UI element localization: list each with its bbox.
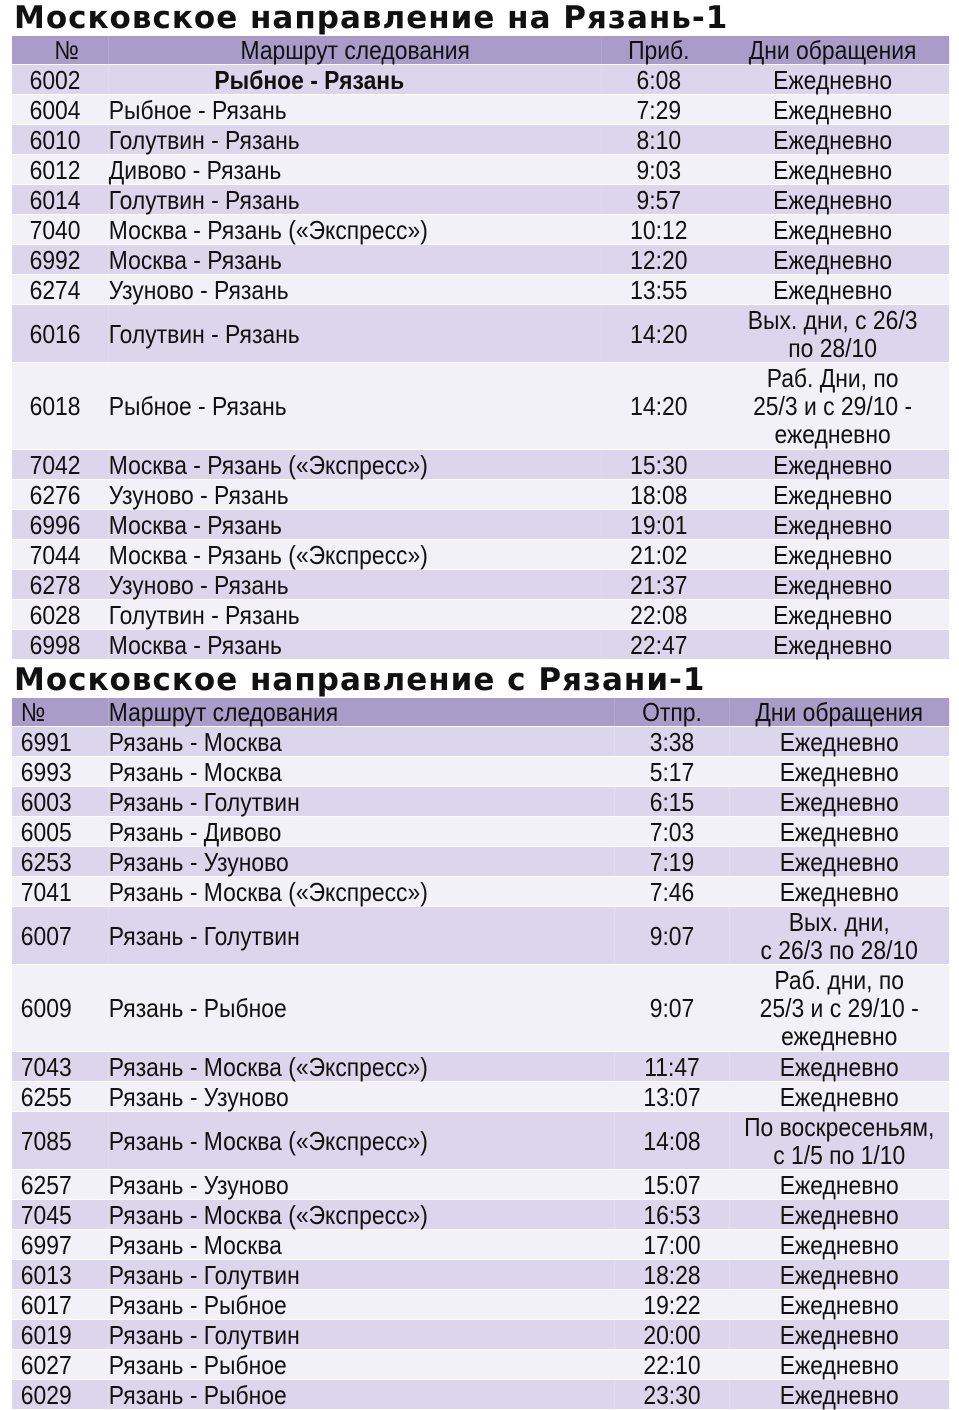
time: 19:22 — [615, 1290, 729, 1320]
time: 19:01 — [602, 510, 716, 540]
train-number: 6998 — [12, 630, 109, 660]
route: Рязань - Рыбное — [109, 1350, 615, 1380]
time: 16:53 — [615, 1200, 729, 1230]
days-of-operation — [729, 1350, 949, 1380]
days-line: с 1/5 по 1/10 — [773, 1139, 906, 1170]
days-line: Ежедневно — [779, 1319, 899, 1350]
train-number: 6013 — [12, 1260, 109, 1290]
days-line: Ежедневно — [779, 726, 899, 757]
days-of-operation — [729, 1320, 949, 1350]
days-line: Ежедневно — [779, 1169, 899, 1200]
days-line: ежедневно — [781, 1021, 898, 1051]
route: Рязань - Рыбное — [109, 1290, 615, 1320]
time: 14:08 — [615, 1112, 729, 1170]
train-number: 6996 — [12, 510, 109, 540]
days-of-operation — [729, 1380, 949, 1410]
route: Рязань - Рыбное — [109, 1380, 615, 1410]
time: 15:07 — [615, 1170, 729, 1200]
table-row — [12, 630, 949, 660]
table-row — [12, 363, 949, 450]
days-line: Раб. Дни, по — [766, 363, 899, 393]
days-line: Ежедневно — [773, 154, 893, 185]
table-row — [12, 1112, 949, 1170]
days-of-operation — [729, 907, 949, 965]
route: Рязань - Узуново — [109, 847, 615, 877]
days-of-operation — [716, 65, 949, 95]
days-line: По воскресеньям, — [744, 1111, 935, 1142]
days-line: Ежедневно — [773, 509, 893, 540]
train-number: 6997 — [12, 1230, 109, 1260]
table-row — [12, 245, 949, 275]
days-line: Ежедневно — [773, 94, 893, 125]
route: Рязань - Москва — [109, 757, 615, 787]
section-title-to-ryazan: Московское направление на Рязань-1 — [14, 0, 729, 36]
train-number: 6005 — [12, 817, 109, 847]
time: 7:29 — [602, 95, 716, 125]
table-row — [12, 1082, 949, 1112]
route: Рязань - Узуново — [109, 1082, 615, 1112]
train-number: 7085 — [12, 1112, 109, 1170]
route: Рязань - Москва — [109, 727, 615, 757]
train-number: 6016 — [12, 305, 109, 363]
time: 7:19 — [615, 847, 729, 877]
days-line: Ежедневно — [779, 1229, 899, 1260]
table-row — [12, 600, 949, 630]
train-number: 7044 — [12, 540, 109, 570]
route: Рязань - Москва («Экспресс») — [109, 877, 615, 907]
train-number: 6278 — [12, 570, 109, 600]
time: 6:15 — [615, 787, 729, 817]
days-of-operation — [716, 600, 949, 630]
days-line: Ежедневно — [773, 539, 893, 570]
days-of-operation — [716, 630, 949, 660]
days-line: с 26/3 по 28/10 — [760, 934, 918, 965]
table-row — [12, 907, 949, 965]
days-line: Ежедневно — [779, 786, 899, 817]
schedule-table-from-ryazan — [12, 698, 949, 1410]
train-number: 6276 — [12, 480, 109, 510]
train-number: 7040 — [12, 215, 109, 245]
table-row — [12, 1350, 949, 1380]
route: Узуново - Рязань — [109, 570, 602, 600]
train-number: 6012 — [12, 155, 109, 185]
time: 3:38 — [615, 727, 729, 757]
days-of-operation — [716, 450, 949, 480]
table-row — [12, 510, 949, 540]
time: 9:07 — [615, 907, 729, 965]
time: 14:20 — [602, 363, 716, 450]
train-number: 6010 — [12, 125, 109, 155]
table-row — [12, 95, 949, 125]
route: Москва - Рязань — [109, 245, 602, 275]
days-of-operation — [716, 540, 949, 570]
days-line: Раб. дни, по — [774, 965, 905, 995]
table-row — [12, 1380, 949, 1410]
days-line: Ежедневно — [779, 846, 899, 877]
route: Рязань - Голутвин — [109, 907, 615, 965]
train-number: 6991 — [12, 727, 109, 757]
days-line: ежедневно — [774, 419, 891, 449]
route: Узуново - Рязань — [109, 480, 602, 510]
time: 23:30 — [615, 1380, 729, 1410]
route: Москва - Рязань — [109, 630, 602, 660]
route: Дивово - Рязань — [109, 155, 602, 185]
train-number: 6009 — [12, 965, 109, 1052]
time: 8:10 — [602, 125, 716, 155]
train-number: 6003 — [12, 787, 109, 817]
days-line: Ежедневно — [779, 1199, 899, 1230]
days-of-operation — [729, 847, 949, 877]
time: 13:07 — [615, 1082, 729, 1112]
table-row — [12, 540, 949, 570]
days-of-operation — [716, 480, 949, 510]
days-line: Ежедневно — [773, 124, 893, 155]
days-of-operation — [729, 787, 949, 817]
time: 13:55 — [602, 275, 716, 305]
header-route: Маршрут следования — [109, 36, 602, 65]
table-row — [12, 1052, 949, 1082]
route: Рыбное - Рязань — [109, 95, 602, 125]
train-number: 6253 — [12, 847, 109, 877]
train-number: 6029 — [12, 1380, 109, 1410]
time: 22:47 — [602, 630, 716, 660]
days-line: Ежедневно — [779, 876, 899, 907]
time: 18:08 — [602, 480, 716, 510]
route: Москва - Рязань — [109, 510, 602, 540]
table-row — [12, 155, 949, 185]
days-line: Ежедневно — [773, 629, 893, 660]
time: 6:08 — [602, 65, 716, 95]
days-of-operation — [729, 1230, 949, 1260]
days-of-operation — [716, 125, 949, 155]
table-row — [12, 817, 949, 847]
route: Голутвин - Рязань — [109, 185, 602, 215]
time: 22:10 — [615, 1350, 729, 1380]
time: 7:03 — [615, 817, 729, 847]
days-line: 25/3 и с 29/10 - — [759, 993, 919, 1023]
days-of-operation — [716, 155, 949, 185]
table-header-row — [12, 36, 949, 65]
days-of-operation — [716, 275, 949, 305]
route: Узуново - Рязань — [109, 275, 602, 305]
train-number: 6018 — [12, 363, 109, 450]
table-row — [12, 570, 949, 600]
time: 12:20 — [602, 245, 716, 275]
days-line: Вых. дни, — [788, 906, 890, 937]
route: Рязань - Москва («Экспресс») — [109, 1112, 615, 1170]
table-row — [12, 275, 949, 305]
table-row — [12, 125, 949, 155]
days-line: Ежедневно — [779, 1259, 899, 1290]
time: 15:30 — [602, 450, 716, 480]
table-row — [12, 480, 949, 510]
days-of-operation — [729, 1052, 949, 1082]
days-line: Вых. дни, с 26/3 — [747, 304, 918, 335]
route: Голутвин - Рязань — [109, 600, 602, 630]
days-line: Ежедневно — [773, 274, 893, 305]
route: Рыбное - Рязань — [109, 363, 602, 450]
days-line: Ежедневно — [779, 1081, 899, 1112]
time: 5:17 — [615, 757, 729, 787]
table-row — [12, 450, 949, 480]
days-line: по 28/10 — [788, 332, 877, 363]
route: Рязань - Москва — [109, 1230, 615, 1260]
table-row — [12, 877, 949, 907]
train-number: 6017 — [12, 1290, 109, 1320]
header-num: № — [12, 36, 109, 65]
train-number: 6014 — [12, 185, 109, 215]
days-of-operation — [716, 95, 949, 125]
time: 11:47 — [615, 1052, 729, 1082]
train-number: 6255 — [12, 1082, 109, 1112]
time: 17:00 — [615, 1230, 729, 1260]
header-days: Дни обращения — [729, 698, 949, 727]
time: 9:07 — [615, 965, 729, 1052]
table-row — [12, 1230, 949, 1260]
table-row — [12, 1260, 949, 1290]
days-line: Ежедневно — [773, 479, 893, 510]
route: Рыбное - Рязань — [109, 65, 602, 95]
train-number: 6019 — [12, 1320, 109, 1350]
table-row — [12, 185, 949, 215]
route: Рязань - Голутвин — [109, 1260, 615, 1290]
days-line: Ежедневно — [779, 756, 899, 787]
train-number: 6004 — [12, 95, 109, 125]
train-number: 6007 — [12, 907, 109, 965]
table-row — [12, 1320, 949, 1350]
days-of-operation — [729, 1200, 949, 1230]
days-line: Ежедневно — [779, 1349, 899, 1380]
days-line: 25/3 и с 29/10 - — [753, 391, 913, 421]
days-of-operation — [716, 363, 949, 450]
days-line: Ежедневно — [779, 816, 899, 847]
header-time: Приб. — [602, 36, 716, 65]
time: 21:02 — [602, 540, 716, 570]
train-number: 7041 — [12, 877, 109, 907]
days-of-operation — [729, 1290, 949, 1320]
train-number: 6257 — [12, 1170, 109, 1200]
route: Рязань - Узуново — [109, 1170, 615, 1200]
days-of-operation — [729, 1082, 949, 1112]
table-row — [12, 847, 949, 877]
header-days: Дни обращения — [716, 36, 949, 65]
time: 10:12 — [602, 215, 716, 245]
days-of-operation — [716, 185, 949, 215]
header-route: Маршрут следования — [109, 698, 615, 727]
section-title-from-ryazan: Московское направление с Рязани-1 — [14, 662, 706, 698]
route: Рязань - Москва («Экспресс») — [109, 1052, 615, 1082]
train-number: 6274 — [12, 275, 109, 305]
route: Москва - Рязань («Экспресс») — [109, 215, 602, 245]
route: Рязань - Москва («Экспресс») — [109, 1200, 615, 1230]
route: Москва - Рязань («Экспресс») — [109, 450, 602, 480]
train-number: 6002 — [12, 65, 109, 95]
header-num: № — [12, 698, 109, 727]
train-number: 7042 — [12, 450, 109, 480]
days-of-operation — [729, 817, 949, 847]
train-number: 7043 — [12, 1052, 109, 1082]
time: 21:37 — [602, 570, 716, 600]
days-of-operation — [729, 1260, 949, 1290]
days-line: Ежедневно — [773, 599, 893, 630]
route: Рязань - Голутвин — [109, 787, 615, 817]
days-line: Ежедневно — [773, 244, 893, 275]
days-of-operation — [716, 245, 949, 275]
train-number: 6993 — [12, 757, 109, 787]
time: 7:46 — [615, 877, 729, 907]
days-of-operation — [729, 727, 949, 757]
days-of-operation — [729, 757, 949, 787]
route: Рязань - Рыбное — [109, 965, 615, 1052]
time: 18:28 — [615, 1260, 729, 1290]
days-line: Ежедневно — [773, 569, 893, 600]
days-of-operation — [729, 1112, 949, 1170]
days-of-operation — [716, 305, 949, 363]
days-of-operation — [716, 510, 949, 540]
days-line: Ежедневно — [779, 1289, 899, 1320]
table-row — [12, 1290, 949, 1320]
days-of-operation — [716, 570, 949, 600]
route: Голутвин - Рязань — [109, 305, 602, 363]
table-row — [12, 787, 949, 817]
time: 22:08 — [602, 600, 716, 630]
days-line: Ежедневно — [773, 214, 893, 245]
table-row — [12, 305, 949, 363]
route: Москва - Рязань («Экспресс») — [109, 540, 602, 570]
days-line: Ежедневно — [773, 64, 893, 95]
days-line: Ежедневно — [779, 1051, 899, 1082]
table-row — [12, 757, 949, 787]
route: Рязань - Голутвин — [109, 1320, 615, 1350]
days-line: Ежедневно — [773, 184, 893, 215]
days-line: Ежедневно — [773, 449, 893, 480]
time: 20:00 — [615, 1320, 729, 1350]
time: 14:20 — [602, 305, 716, 363]
time: 9:03 — [602, 155, 716, 185]
table-row — [12, 1200, 949, 1230]
table-row — [12, 215, 949, 245]
days-of-operation — [729, 877, 949, 907]
train-number: 6027 — [12, 1350, 109, 1380]
table-row — [12, 1170, 949, 1200]
schedule-table-to-ryazan — [12, 36, 949, 660]
days-of-operation — [716, 215, 949, 245]
header-time: Отпр. — [615, 698, 729, 727]
table-row — [12, 65, 949, 95]
train-number: 6992 — [12, 245, 109, 275]
table-header-row — [12, 698, 949, 727]
table-row — [12, 727, 949, 757]
time: 9:57 — [602, 185, 716, 215]
days-of-operation — [729, 965, 949, 1052]
route: Голутвин - Рязань — [109, 125, 602, 155]
table-row — [12, 965, 949, 1052]
route: Рязань - Дивово — [109, 817, 615, 847]
days-of-operation — [729, 1170, 949, 1200]
train-number: 6028 — [12, 600, 109, 630]
train-number: 7045 — [12, 1200, 109, 1230]
days-line: Ежедневно — [779, 1379, 899, 1410]
